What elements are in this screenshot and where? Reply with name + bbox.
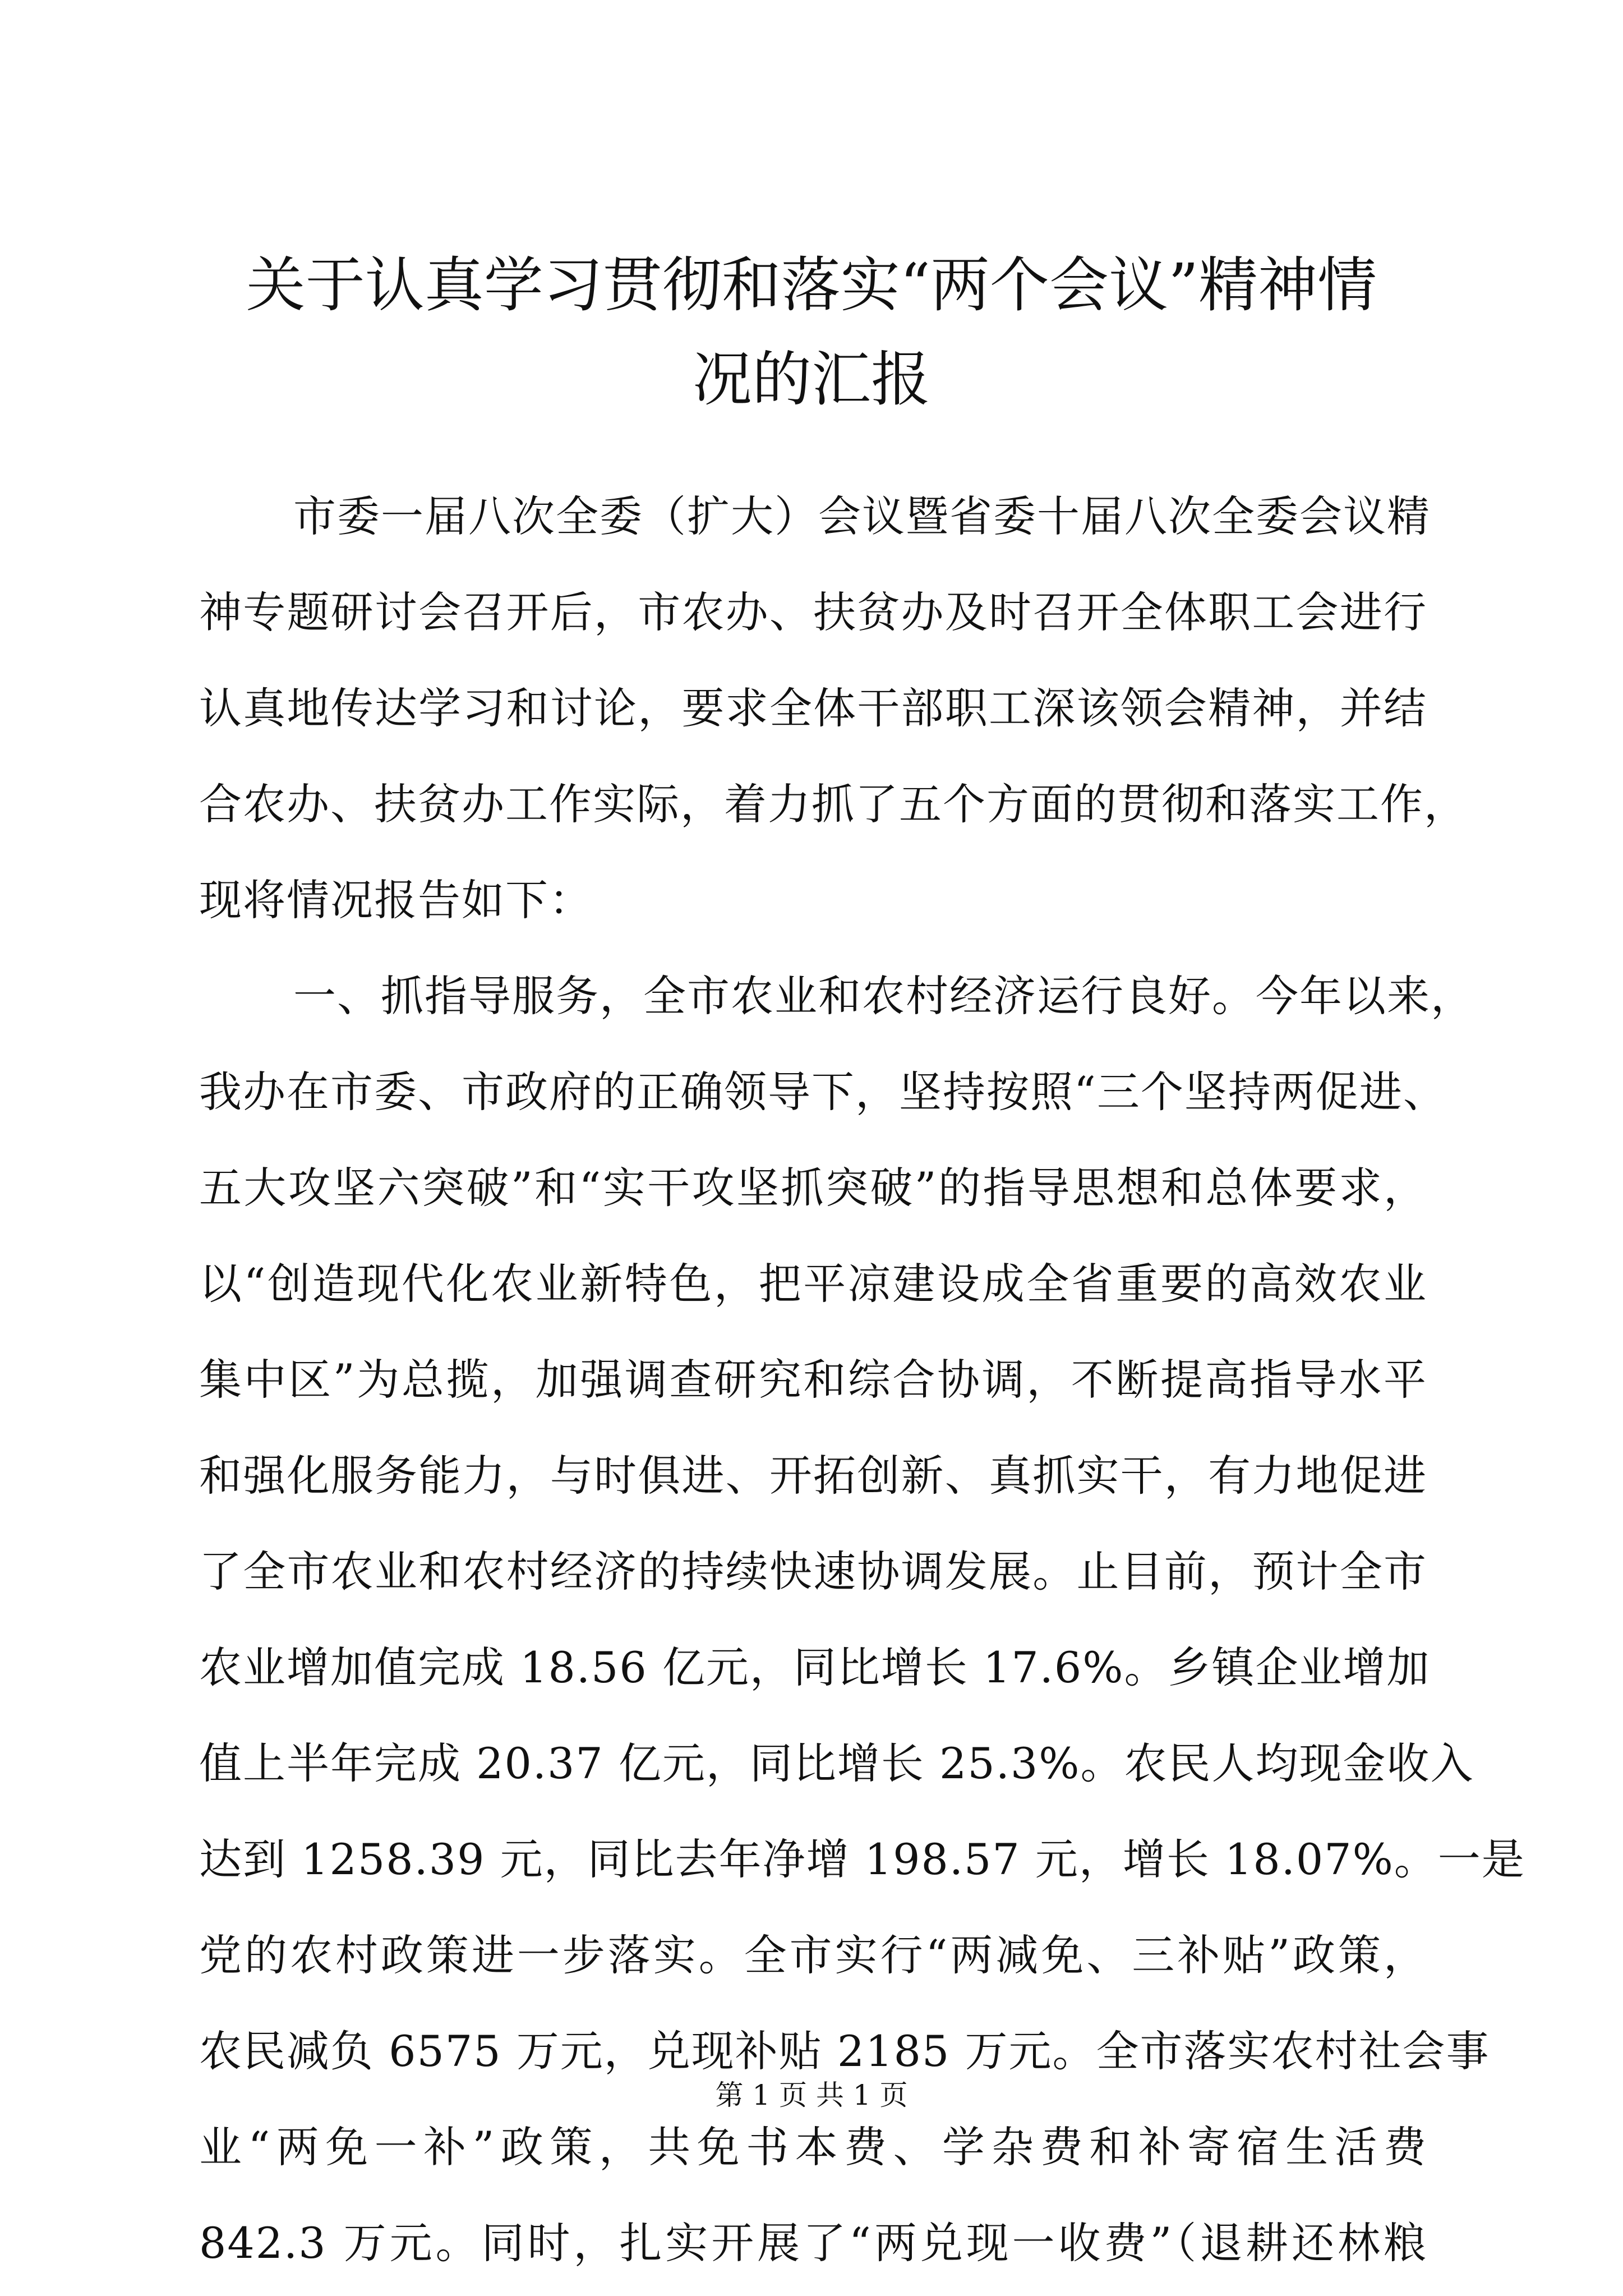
document-title xyxy=(168,238,1455,427)
text-line: 和强化服务能力，与时俱进、开拓创新、真抓实干，有力地促进 xyxy=(199,1451,1427,1501)
text-line: 业“两免一补”政策，共免书本费、学杂费和补寄宿生活费 xyxy=(199,2122,1427,2172)
text-line: 党的农村政策进一步落实。全市实行“两减免、三补贴”政策， xyxy=(199,1930,1427,1980)
text-line: 以“创造现代化农业新特色，把平凉建设成全省重要的高效农业 xyxy=(199,1259,1427,1309)
text-line: 现将情况报告如下： xyxy=(199,875,593,925)
document-body xyxy=(199,468,1525,2291)
text-line: 值上半年完成 20.37 亿元，同比增长 25.3%。农民人均现金收入 xyxy=(199,1738,1474,1788)
text-line: 认真地传达学习和讨论，要求全体干部职工深该领会精神，并结 xyxy=(199,683,1427,733)
document-title-line: 关于认真学习贯彻和落实“两个会议”精神情 xyxy=(246,251,1377,320)
text-line: 达到 1258.39 元，同比去年净增 198.57 元，增长 18.07%。一是 xyxy=(199,1834,1525,1884)
text-line: 一、抓指导服务，全市农业和农村经济运行良好。今年以来， xyxy=(293,971,1474,1021)
text-line: 我办在市委、市政府的正确领导下，坚持按照“三个坚持两促进、 xyxy=(199,1067,1447,1117)
text-line: 农业增加值完成 18.56 亿元，同比增长 17.6%。乡镇企业增加 xyxy=(199,1642,1431,1692)
text-line: 市委一届八次全委（扩大）会议暨省委十届八次全委会议精 xyxy=(293,491,1431,541)
text-line: 了全市农业和农村经济的持续快速协调发展。止目前，预计全市 xyxy=(199,1547,1427,1596)
text-line: 农民减负 6575 万元，兑现补贴 2185 万元。全市落实农村社会事 xyxy=(199,2026,1490,2076)
text-line: 842.3 万元。同时，扎实开展了“两兑现一收费”（退耕还林粮 xyxy=(199,2218,1427,2268)
text-line: 合农办、扶贫办工作实际，着力抓了五个方面的贯彻和落实工作， xyxy=(199,779,1468,829)
document-title-line: 况的汇报 xyxy=(693,345,930,414)
text-line: 神专题研讨会召开后，市农办、扶贫办及时召开全体职工会进行 xyxy=(199,587,1427,637)
page-footer: 第 1 页 共 1 页 xyxy=(715,2079,908,2111)
text-line: 集中区”为总揽，加强调查研究和综合协调，不断提高指导水平 xyxy=(199,1355,1427,1405)
paragraph-intro xyxy=(199,468,1468,948)
text-line: 五大攻坚六突破”和“实干攻坚抓突破”的指导思想和总体要求， xyxy=(199,1163,1427,1213)
